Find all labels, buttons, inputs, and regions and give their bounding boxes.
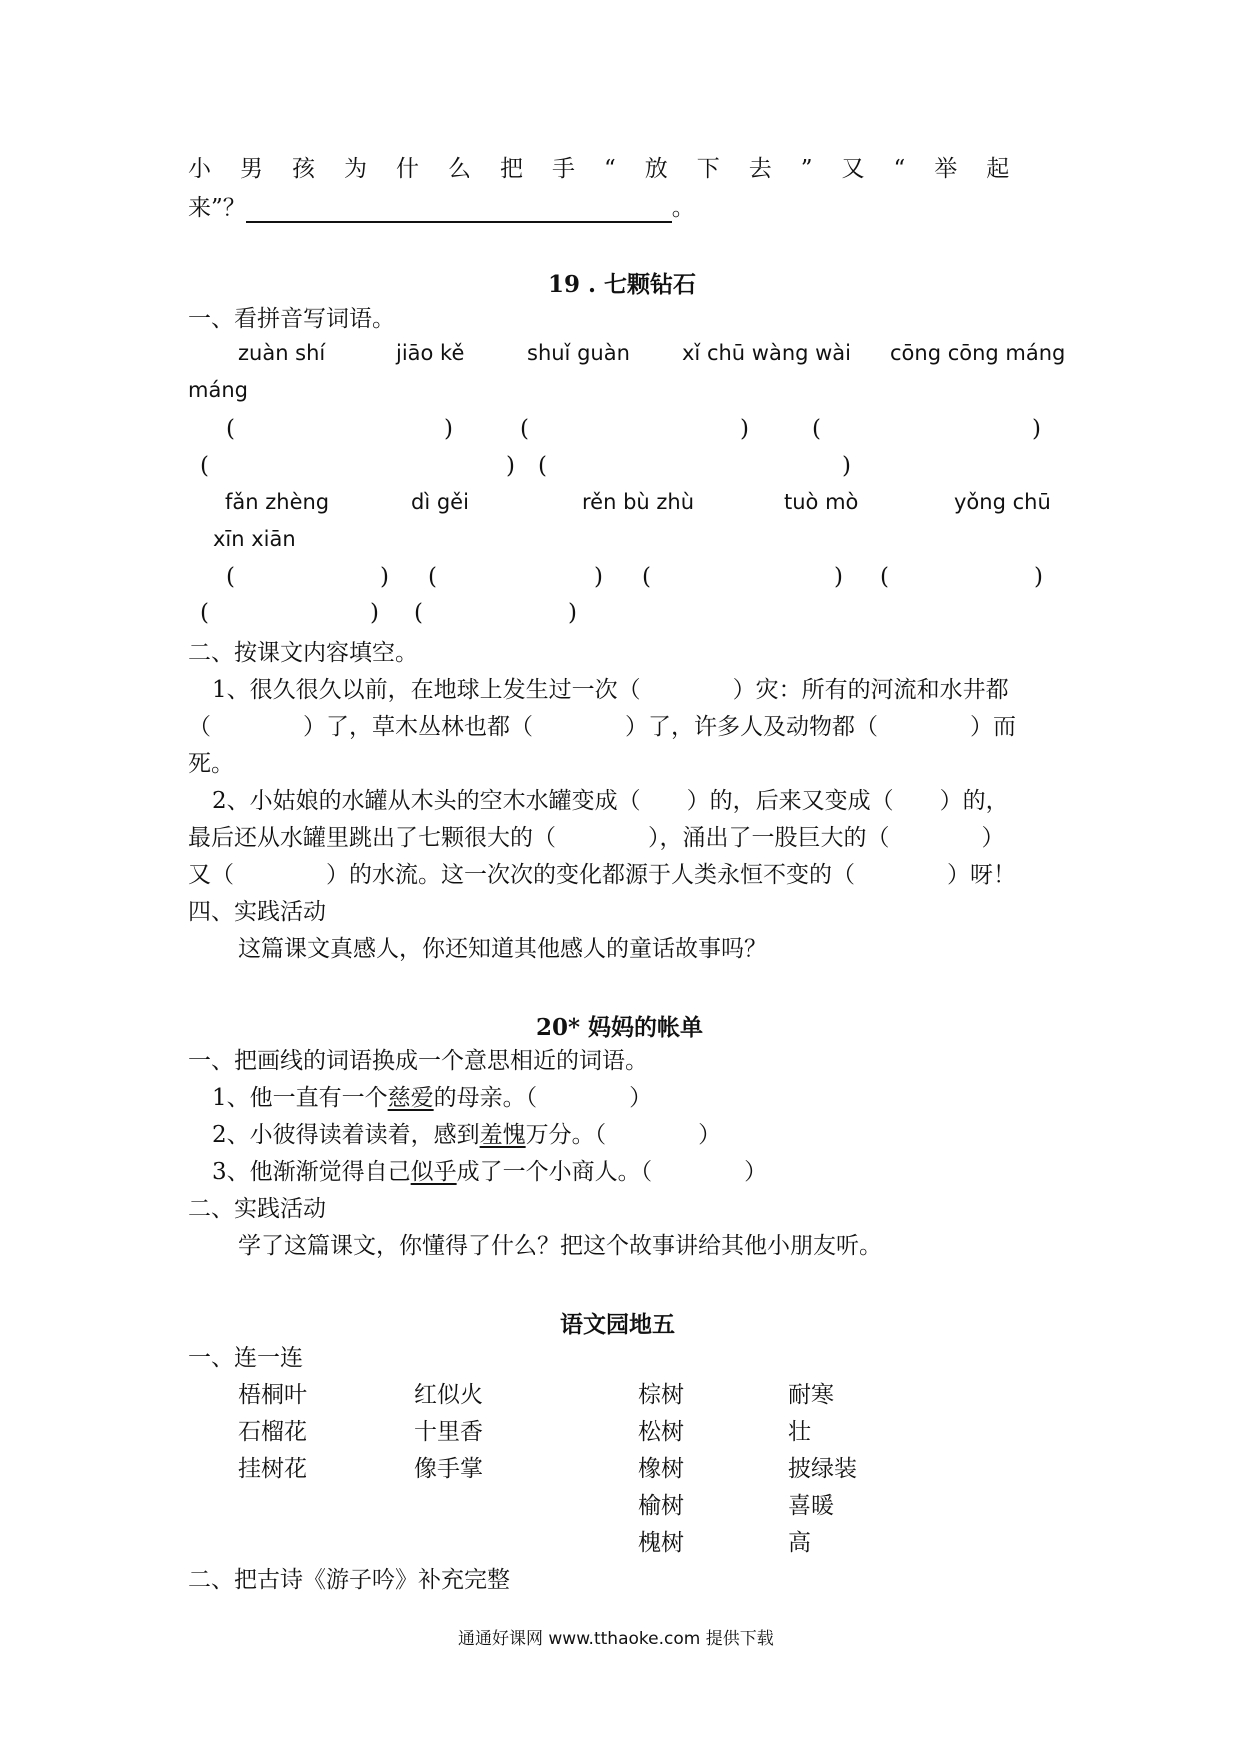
question-text: 1、他一直有一个	[212, 1085, 388, 1111]
question-line-continued	[188, 193, 695, 223]
pinyin: dì gěi	[411, 490, 469, 514]
question-text: 成了一个小商人。（ ）	[456, 1159, 768, 1185]
match-item[interactable]: 松树	[638, 1419, 684, 1445]
paren-open: (	[428, 564, 437, 590]
match-item[interactable]: 披绿装	[788, 1456, 857, 1482]
paren-open: (	[642, 564, 651, 590]
section-title: 二、把古诗《游子吟》补充完整	[188, 1567, 510, 1593]
match-item[interactable]: 高	[788, 1530, 811, 1556]
paren-close: )	[506, 453, 515, 479]
pinyin: cōng cōng máng	[890, 341, 1066, 365]
paren-close: )	[1032, 416, 1041, 442]
paren-open: (	[226, 564, 235, 590]
section-title: 一、看拼音写词语。	[188, 306, 395, 332]
match-item[interactable]: 榆树	[638, 1493, 684, 1519]
paren-open: (	[880, 564, 889, 590]
fill-question: 死。	[188, 751, 234, 777]
pinyin: zuàn shí	[238, 341, 326, 365]
question-line: 小男孩为什么把手“放下去”又“举起	[188, 156, 1039, 182]
paren-open: (	[520, 416, 529, 442]
fill-question: 1、很久很久以前，在地球上发生过一次（ ）灾：所有的河流和水井都	[212, 677, 1009, 703]
match-item[interactable]: 喜暖	[788, 1493, 834, 1519]
match-item[interactable]: 槐树	[638, 1530, 684, 1556]
match-item[interactable]: 壮	[788, 1419, 811, 1445]
fill-question: （ ）了，草木丛林也都（ ）了，许多人及动物都（ ）而	[188, 714, 1016, 740]
paren-close: )	[834, 564, 843, 590]
paren-open: (	[812, 416, 821, 442]
paren-open: (	[226, 416, 235, 442]
paren-close: )	[842, 453, 851, 479]
match-item[interactable]: 像手掌	[414, 1456, 483, 1482]
pinyin: fǎn zhèng	[225, 490, 330, 514]
fill-question: 又（ ）的水流。这一次次的变化都源于人类永恒不变的（ ）呀！	[188, 862, 1016, 888]
question-text: 3、他渐渐觉得自己	[212, 1159, 411, 1185]
match-item[interactable]: 棕树	[638, 1382, 684, 1408]
match-item[interactable]: 挂树花	[238, 1456, 307, 1482]
match-item[interactable]: 耐寒	[788, 1382, 834, 1408]
pinyin: shuǐ guàn	[527, 341, 630, 365]
match-item[interactable]: 十里香	[414, 1419, 483, 1445]
section-title: 一、把画线的词语换成一个意思相近的词语。	[188, 1048, 648, 1074]
question-text: 来”？	[188, 195, 246, 221]
paren-open: (	[200, 453, 209, 479]
pinyin: máng	[188, 378, 248, 402]
match-item[interactable]: 石榴花	[238, 1419, 307, 1445]
paren-close: )	[380, 564, 389, 590]
page-footer: 通通好课网 www.tthaoke.com 提供下载	[458, 1629, 774, 1649]
match-item[interactable]: 红似火	[414, 1382, 483, 1408]
underline-question	[212, 1120, 721, 1150]
paren-open: (	[200, 600, 209, 626]
question-text: 2、小彼得读着读着，感到	[212, 1122, 480, 1148]
lesson-19-title: 19 . 七颗钻石	[548, 271, 697, 298]
answer-blank[interactable]	[246, 197, 672, 223]
paren-close: )	[444, 416, 453, 442]
paren-open: (	[414, 600, 423, 626]
lesson-20-title: 20* 妈妈的帐单	[536, 1014, 704, 1041]
paren-close: )	[740, 416, 749, 442]
paren-close: )	[370, 600, 379, 626]
underline-question	[212, 1157, 767, 1187]
match-item[interactable]: 橡树	[638, 1456, 684, 1482]
match-item[interactable]: 梧桐叶	[238, 1382, 307, 1408]
paren-close: )	[594, 564, 603, 590]
fill-question: 2、小姑娘的水罐从木头的空木水罐变成（ ）的，后来又变成（ ）的，	[212, 788, 1009, 814]
question-text: 万分。（ ）	[525, 1122, 722, 1148]
underlined-word: 似乎	[410, 1159, 457, 1185]
underlined-word: 羞愧	[479, 1122, 526, 1148]
underline-question	[212, 1083, 652, 1113]
question-end: 。	[671, 195, 695, 221]
section-title: 二、实践活动	[188, 1196, 326, 1222]
paren-close: )	[1034, 564, 1043, 590]
paren-close: )	[568, 600, 577, 626]
section-title: 二、按课文内容填空。	[188, 640, 418, 666]
fill-question: 最后还从水罐里跳出了七颗很大的（ ），涌出了一股巨大的（ ）	[188, 825, 1005, 851]
practice-text: 这篇课文真感人，你还知道其他感人的童话故事吗？	[238, 936, 767, 962]
pinyin: tuò mò	[784, 490, 859, 514]
garden-title: 语文园地五	[560, 1311, 675, 1338]
pinyin: rěn bù zhù	[582, 490, 695, 514]
question-text: 的母亲。（ ）	[433, 1085, 653, 1111]
pinyin: xǐ chū wàng wài	[682, 341, 852, 365]
underlined-word: 慈爱	[387, 1085, 434, 1111]
section-title: 四、实践活动	[188, 899, 326, 925]
pinyin: yǒng chū	[954, 490, 1051, 514]
pinyin: xīn xiān	[213, 527, 296, 551]
section-title: 一、连一连	[188, 1345, 303, 1371]
practice-text: 学了这篇课文，你懂得了什么？把这个故事讲给其他小朋友听。	[238, 1233, 882, 1259]
paren-open: (	[538, 453, 547, 479]
pinyin: jiāo kě	[396, 341, 465, 365]
